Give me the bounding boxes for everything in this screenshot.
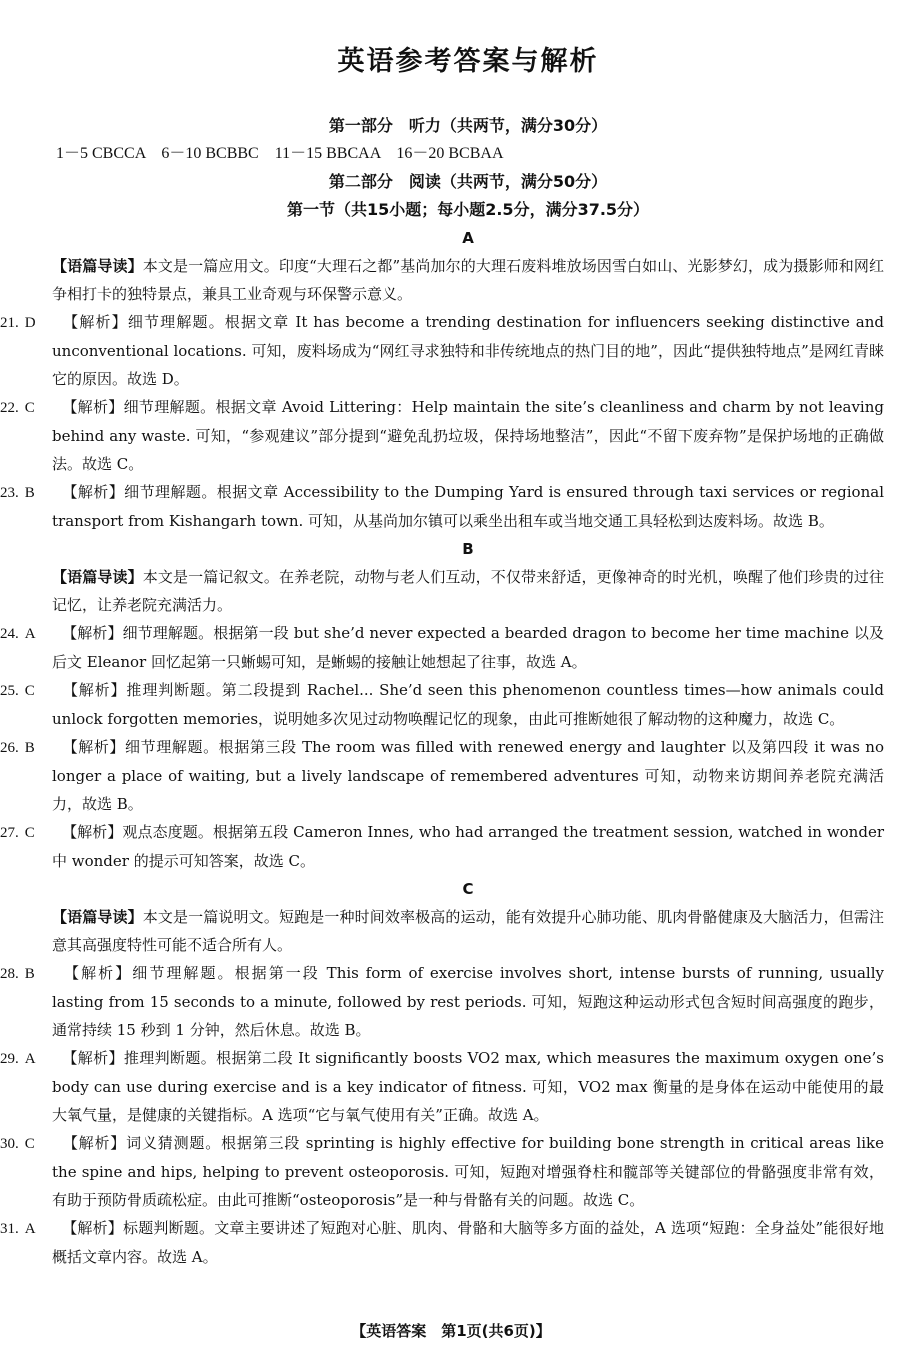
passage-letter: A: [462, 229, 474, 247]
item-number-answer: [0, 734, 52, 762]
question-number: 30.: [0, 1136, 19, 1152]
intro-text: 本文是一篇应用文。印度“大理石之都”基尚加尔的大理石废料堆放场因雪白如山、光影梦幻，成为摄影师和网红争相打卡的独特景点，兼具工业奇观与环保警示意义。: [52, 257, 884, 303]
answer-letter: B: [24, 485, 35, 501]
answer-item: [0, 1129, 884, 1214]
question-number: 31.: [0, 1221, 19, 1237]
answer-item: [0, 959, 884, 1044]
explanation-text: 【解析】推理判断题。第二段提到 Rachel... She’d seen this phenomenon countless times—how animals could unlock forgotten memories，说明她多次见过动物唤醒记忆的现象，由此可推断她很了解动物的这种魔力，故选 C。: [52, 681, 884, 728]
answer-item: [0, 1044, 884, 1129]
answer-item: [0, 393, 884, 478]
question-number: 22.: [0, 400, 19, 416]
item-number-answer: [0, 620, 52, 648]
passage-intro: [52, 563, 884, 619]
item-number-answer: [0, 960, 52, 988]
page-footer: 【英语答案 第1页(共6页)】: [351, 1322, 551, 1340]
intro-tag: 【语篇导读】: [52, 257, 143, 275]
answer-item: [0, 676, 884, 733]
explanation-text: 【解析】细节理解题。根据第一段 but she’d never expected a bearded dragon to become her time machine 以及后文 Eleanor 回忆起第一只蜥蜴可知，是蜥蜴的接触让她想起了往事，故选 A。: [52, 624, 884, 671]
question-number: 25.: [0, 683, 19, 699]
passage-intro: [52, 252, 884, 308]
passage-letter: B: [462, 540, 474, 558]
passages-container: [0, 224, 884, 1271]
item-number-answer: [0, 677, 52, 705]
question-number: 29.: [0, 1051, 19, 1067]
answer-item: [0, 308, 884, 393]
explanation-text: 【解析】细节理解题。根据文章 It has become a trending destination for influencers seeking distinctive and unconventional locations. 可知，废料场成为“网红寻求独特和非传统地点的热门目的地”，因此“提供独特地点”是网红青睐它的原因。故选 D。: [52, 313, 884, 388]
intro-text: 本文是一篇记叙文。在养老院，动物与老人们互动，不仅带来舒适，更像神奇的时光机，唤醒了他们珍贵的过往记忆，让养老院充满活力。: [52, 568, 884, 614]
answer-letter: A: [24, 1221, 36, 1237]
answer-letter: A: [24, 626, 36, 642]
answer-letter: D: [24, 315, 36, 331]
listening-answers: 1－5 CBCCA 6－10 BCBBC 11－15 BBCAA 16－20 BCBAA: [56, 145, 504, 162]
item-number-answer: [0, 1215, 52, 1243]
part2-heading: 第二部分 阅读（共两节，满分50分）: [328, 172, 608, 191]
question-number: 27.: [0, 825, 19, 841]
question-number: 21.: [0, 315, 19, 331]
explanation-text: 【解析】观点态度题。根据第五段 Cameron Innes, who had arranged the treatment session, watched in wonder 中 wonder 的提示可知答案，故选 C。: [52, 823, 884, 870]
intro-tag: 【语篇导读】: [52, 908, 143, 926]
item-number-answer: [0, 479, 52, 507]
explanation-text: 【解析】词义猜测题。根据第三段 sprinting is highly effective for building bone strength in critical areas like the spine and hips, helping to prevent osteoporosis. 可知，短跑对增强脊柱和髋部等关键部位的骨骼强度非常有效，有助于预防骨质疏松症。由此可推断“osteoporosis”是一种与骨骼有关的问题。故选 C。: [52, 1134, 884, 1209]
explanation-text: 【解析】细节理解题。根据第三段 The room was filled with renewed energy and laughter 以及第四段 it was no longer a place of waiting, but a lively landscape of remembered adventures 可知，动物来访期间养老院充满活力，故选 B。: [52, 738, 884, 813]
explanation-text: 【解析】细节理解题。根据第一段 This form of exercise involves short, intense bursts of running, usually lasting from 15 seconds to a minute, followed by rest periods. 可知，短跑这种运动形式包含短时间高强度的跑步，通常持续 15 秒到 1 分钟，然后休息。故选 B。: [52, 964, 884, 1039]
item-number-answer: [0, 819, 52, 847]
answer-item: [0, 733, 884, 818]
intro-text: 本文是一篇说明文。短跑是一种时间效率极高的运动，能有效提升心肺功能、肌肉骨骼健康及大脑活力，但需注意其高强度特性可能不适合所有人。: [52, 908, 884, 954]
question-number: 23.: [0, 485, 19, 501]
passage-letter: C: [462, 880, 474, 898]
question-number: 24.: [0, 626, 19, 642]
answer-letter: C: [24, 825, 35, 841]
answer-item: [0, 478, 884, 535]
item-number-answer: [0, 309, 52, 337]
question-number: 28.: [0, 966, 19, 982]
answer-item: [0, 619, 884, 676]
part1-heading: 第一部分 听力（共两节，满分30分）: [328, 116, 608, 135]
question-number: 26.: [0, 740, 19, 756]
item-number-answer: [0, 1130, 52, 1158]
intro-tag: 【语篇导读】: [52, 568, 143, 586]
passage-intro: [52, 903, 884, 959]
explanation-text: 【解析】推理判断题。根据第二段 It significantly boosts VO2 max, which measures the maximum oxygen one’s body can use during exercise and is a key indicator of fitness. 可知，VO2 max 衡量的是身体在运动中能使用的最大氧气量，是健康的关键指标。A 选项“它与氧气使用有关”正确。故选 A。: [52, 1049, 884, 1124]
answer-letter: B: [24, 966, 35, 982]
section1-heading: 第一节（共15小题；每小题2.5分，满分37.5分）: [286, 200, 650, 219]
item-number-answer: [0, 394, 52, 422]
explanation-text: 【解析】细节理解题。根据文章 Avoid Littering：Help maintain the site’s cleanliness and charm by not leaving behind any waste. 可知，“参观建议”部分提到“避免乱扔垃圾，保持场地整洁”，因此“不留下废弃物”是保护场地的正确做法。故选 C。: [52, 398, 884, 473]
explanation-text: 【解析】标题判断题。文章主要讲述了短跑对心脏、肌肉、骨骼和大脑等多方面的益处，A 选项“短跑：全身益处”能很好地概括文章内容。故选 A。: [52, 1219, 884, 1266]
answer-letter: C: [24, 683, 35, 699]
item-number-answer: [0, 1045, 52, 1073]
answer-item: [0, 818, 884, 875]
explanation-text: 【解析】细节理解题。根据文章 Accessibility to the Dumping Yard is ensured through taxi services or regional transport from Kishangarh town. 可知，从基尚加尔镇可以乘坐出租车或当地交通工具轻松到达废料场。故选 B。: [52, 483, 884, 530]
page-title: 英语参考答案与解析: [337, 46, 599, 77]
answer-letter: C: [24, 400, 35, 416]
answer-letter: A: [24, 1051, 36, 1067]
answer-letter: B: [24, 740, 35, 756]
answer-item: [0, 1214, 884, 1271]
answer-letter: C: [24, 1136, 35, 1152]
